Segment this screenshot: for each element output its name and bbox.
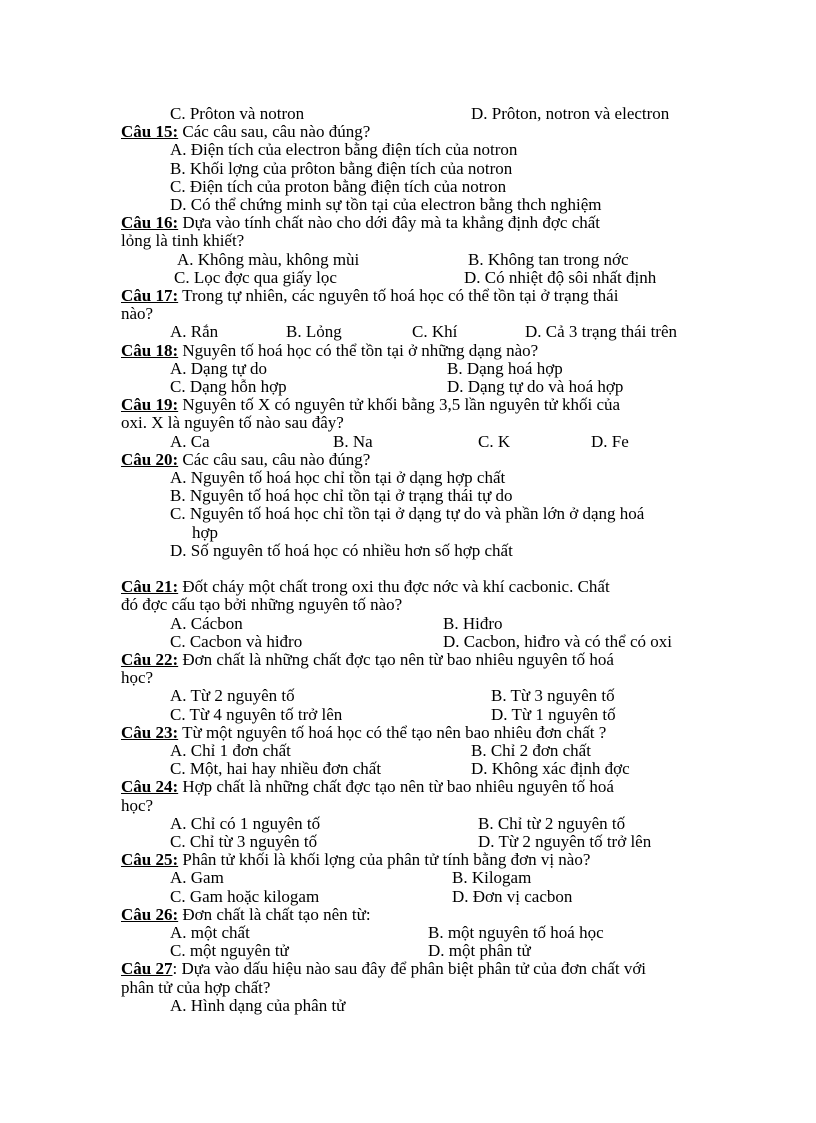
text-line <box>121 232 244 250</box>
line-text: D. Cacbon, hiđro và có thể có oxi <box>443 631 672 651</box>
text-line <box>121 669 153 687</box>
line-text: lỏng là tinh khiết? <box>121 231 245 251</box>
text-line <box>471 760 630 778</box>
question-line <box>121 651 614 669</box>
question-number: Câu 26: <box>121 904 179 924</box>
text-line <box>170 742 291 760</box>
line-text: D. Cả 3 trạng thái trên <box>525 322 678 342</box>
text-line <box>447 378 623 396</box>
text-line <box>471 742 591 760</box>
line-text: C. Điện tích của proton bằng điện tích của notron <box>170 176 507 196</box>
line-text: B. Kilogam <box>452 868 532 888</box>
text-line <box>333 433 373 451</box>
question-line <box>121 724 606 742</box>
line-text: B. Dạng hoá hợp <box>447 358 563 378</box>
line-text: C. Chỉ từ 3 nguyên tố <box>170 832 318 851</box>
line-text: B. Na <box>333 431 373 451</box>
line-text: Nguyên tố hoá học có thể tồn tại ở những dạng nào? <box>178 340 539 360</box>
line-text: C. Prôton và notron <box>170 104 305 123</box>
line-text: oxi. X là nguyên tố nào sau đây? <box>121 413 344 433</box>
text-line <box>428 942 531 960</box>
text-line <box>452 869 531 887</box>
question-line <box>121 287 618 305</box>
question-number: Câu 22: <box>121 650 179 669</box>
question-number: Câu 25: <box>121 850 179 870</box>
line-text: B. một nguyên tố hoá học <box>428 923 604 942</box>
text-line <box>121 797 153 815</box>
line-text: A. Chỉ có 1 nguyên tố <box>170 813 321 833</box>
question-number: Câu 19: <box>121 395 179 415</box>
line-text: A. Không màu, không mùi <box>177 249 360 269</box>
line-text: D. Số nguyên tố hoá học có nhiều hơn số hợp chất <box>170 540 513 560</box>
line-text: Trong tự nhiên, các nguyên tố hoá học có thể tồn tại ở trạng thái <box>178 286 619 305</box>
line-text: B. Lỏng <box>286 322 342 342</box>
line-text: D. Prôton, notron và electron <box>471 104 670 123</box>
text-line <box>443 633 672 651</box>
text-line <box>491 706 616 724</box>
question-line <box>121 342 538 360</box>
line-text: D. Từ 2 nguyên tố trở lên <box>478 832 652 851</box>
line-text: B. Chỉ từ 2 nguyên tố <box>478 813 626 833</box>
question-number: Câu 27 <box>121 959 173 979</box>
line-text: B. Chỉ 2 đơn chất <box>471 741 591 760</box>
text-line <box>428 924 604 942</box>
line-text: C. một nguyên tử <box>170 941 289 961</box>
text-line <box>170 469 505 487</box>
line-text: A. Dạng tự do <box>170 358 268 378</box>
text-line <box>170 323 218 341</box>
text-line <box>192 524 218 542</box>
text-line <box>170 760 381 778</box>
text-line <box>591 433 629 451</box>
line-text: A. Ca <box>170 431 210 451</box>
text-line <box>478 833 651 851</box>
text-line <box>491 687 615 705</box>
text-line <box>170 360 267 378</box>
text-line <box>170 633 302 651</box>
line-text: D. Từ 1 nguyên tố <box>491 704 616 724</box>
line-text: Đốt cháy một chất trong oxi thu đợc nớc và khí cacbonic. Chất <box>178 577 610 597</box>
text-line <box>121 414 344 432</box>
text-line <box>177 251 359 269</box>
text-line <box>174 269 337 287</box>
line-text: nào? <box>121 304 154 324</box>
text-line <box>170 141 517 159</box>
line-text: đó đợc cấu tạo bởi những nguyên tố nào? <box>121 595 403 615</box>
line-text: B. Từ 3 nguyên tố <box>491 686 615 706</box>
question-line <box>121 578 610 596</box>
line-text: C. Khí <box>412 322 458 342</box>
line-text: hợp <box>192 522 218 542</box>
text-line <box>443 615 503 633</box>
line-text: C. Gam hoặc kilogam <box>170 886 320 906</box>
question-line <box>121 214 600 232</box>
text-line <box>170 997 345 1015</box>
line-text: C. Nguyên tố hoá học chỉ tồn tại ở dạng tự do và phần lớn ở dạng hoá <box>170 504 645 524</box>
text-line <box>170 433 210 451</box>
line-text: Dựa vào tính chất nào cho dới đây mà ta khẳng định đợc chất <box>178 213 601 233</box>
line-text: Nguyên tố X có nguyên tử khối bằng 3,5 lần nguyên tử khối của <box>178 395 621 415</box>
text-line <box>170 833 317 851</box>
line-text: B. Khối lợng của prôton bằng điện tích của notron <box>170 158 513 178</box>
line-text: B. Không tan trong nớc <box>468 249 629 269</box>
text-line <box>170 378 287 396</box>
line-text: C. Cacbon và hiđro <box>170 631 303 651</box>
line-text: D. một phân tử <box>428 941 531 961</box>
text-line <box>478 815 625 833</box>
text-line <box>478 433 510 451</box>
text-line <box>170 815 320 833</box>
text-line <box>170 687 295 705</box>
line-text: A. Cácbon <box>170 613 243 633</box>
question-number: Câu 15: <box>121 122 179 142</box>
line-text: A. Nguyên tố hoá học chỉ tồn tại ở dạng hợp chất <box>170 468 506 487</box>
question-line <box>121 960 646 978</box>
line-text: Đơn chất là những chất đợc tạo nên từ bao nhiêu nguyên tố hoá <box>178 650 614 669</box>
question-number: Câu 24: <box>121 777 179 797</box>
text-line <box>170 706 342 724</box>
text-line <box>170 924 250 942</box>
text-line <box>471 105 669 123</box>
text-line <box>412 323 457 341</box>
text-line <box>121 596 402 614</box>
line-text: B. Nguyên tố hoá học chỉ tồn tại ở trạng thái tự do <box>170 486 513 506</box>
line-text: A. Từ 2 nguyên tố <box>170 686 295 706</box>
line-text: D. Fe <box>591 431 629 451</box>
question-line <box>121 451 370 469</box>
line-text: học? <box>121 795 154 815</box>
text-line <box>170 178 506 196</box>
text-line <box>170 942 289 960</box>
text-line <box>525 323 677 341</box>
text-line <box>170 505 644 523</box>
text-line <box>121 305 153 323</box>
line-text: D. Đơn vị cacbon <box>452 886 573 906</box>
question-line <box>121 123 370 141</box>
text-line <box>286 323 342 341</box>
line-text: C. Lọc đợc qua giấy lọc <box>174 267 337 287</box>
text-line <box>170 615 243 633</box>
text-line <box>170 160 512 178</box>
line-text: phân tử của hợp chất? <box>121 977 271 997</box>
line-text: A. Gam <box>170 868 224 888</box>
text-line <box>170 869 224 887</box>
line-text: D. Có nhiệt độ sôi nhất định <box>464 267 657 287</box>
text-line <box>468 251 629 269</box>
question-number: Câu 20: <box>121 449 179 469</box>
question-line <box>121 851 590 869</box>
line-text: C. Từ 4 nguyên tố trở lên <box>170 704 343 724</box>
line-text: A. Rắn <box>170 322 219 342</box>
line-text: A. Điện tích của electron bằng điện tích của notron <box>170 140 518 160</box>
text-line <box>170 487 513 505</box>
question-number: Câu 21: <box>121 577 179 597</box>
line-text: A. một chất <box>170 923 250 942</box>
text-line <box>170 542 513 560</box>
line-text: : Dựa vào dấu hiệu nào sau đây để phân biệt phân tử của đơn chất với <box>172 959 647 979</box>
line-text: Các câu sau, câu nào đúng? <box>178 449 371 469</box>
text-line <box>170 196 602 214</box>
text-line <box>121 979 270 997</box>
line-text: A. Hình dạng của phân tử <box>170 995 346 1015</box>
line-text: học? <box>121 668 154 688</box>
text-line <box>447 360 563 378</box>
line-text: D. Có thể chứng minh sự tồn tại của electron bằng thch nghiệm <box>170 195 602 214</box>
line-text: Hợp chất là những chất đợc tạo nên từ bao nhiêu nguyên tố hoá <box>178 777 614 797</box>
line-text: A. Chỉ 1 đơn chất <box>170 741 291 760</box>
line-text: Phân tử khối là khối lợng của phân tử tính bằng đơn vị nào? <box>178 850 591 870</box>
line-text: Các câu sau, câu nào đúng? <box>178 122 371 142</box>
text-line <box>170 105 304 123</box>
question-number: Câu 18: <box>121 340 179 360</box>
text-line <box>464 269 656 287</box>
question-number: Câu 17: <box>121 286 179 305</box>
line-text: D. Dạng tự do và hoá hợp <box>447 377 624 396</box>
line-text: Đơn chất là chất tạo nên từ: <box>178 904 371 924</box>
line-text: C. K <box>478 431 511 451</box>
question-number: Câu 23: <box>121 722 179 742</box>
text-line <box>452 888 572 906</box>
question-line <box>121 906 371 924</box>
text-line <box>170 888 319 906</box>
question-line <box>121 396 620 414</box>
line-text: C. Một, hai hay nhiều đơn chất <box>170 759 382 779</box>
line-text: Từ một nguyên tố hoá học có thể tạo nên bao nhiêu đơn chất ? <box>178 722 607 742</box>
line-text: B. Hiđro <box>443 613 503 633</box>
question-number: Câu 16: <box>121 213 179 233</box>
question-line <box>121 778 614 796</box>
line-text: C. Dạng hỗn hợp <box>170 377 287 396</box>
line-text: D. Không xác định đợc <box>471 759 630 779</box>
